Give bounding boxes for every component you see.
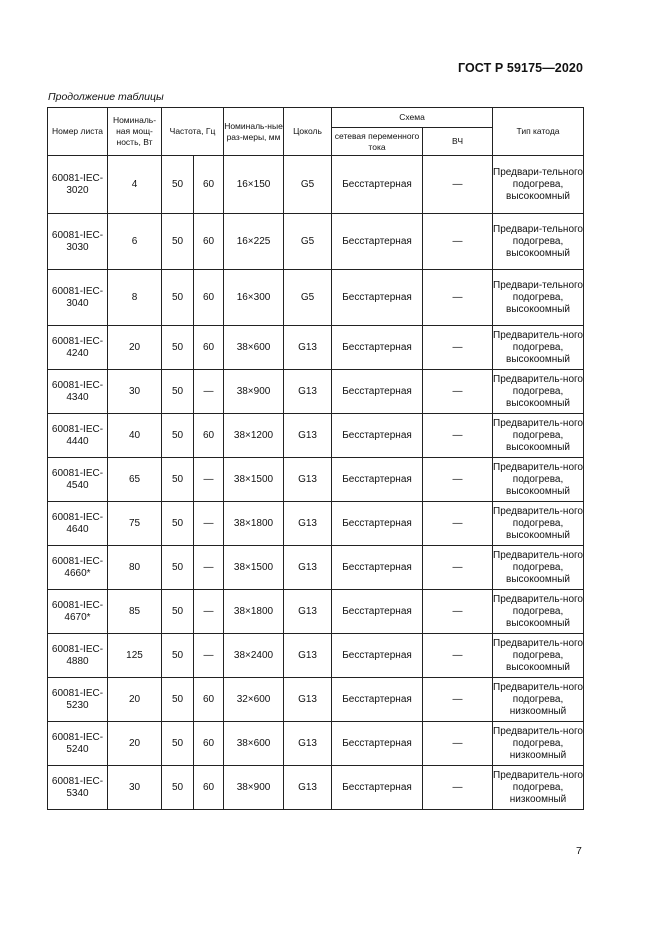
power-cell: 125 (108, 634, 162, 678)
freq-50-cell: 50 (162, 156, 194, 214)
cathode-cell: Предвари-тельного подогрева, высокоомный (493, 156, 584, 214)
cathode-cell: Предваритель-ного подогрева, высокоомный (493, 370, 584, 414)
base-cell: G5 (284, 214, 332, 270)
freq-50-cell: 50 (162, 414, 194, 458)
scheme-hf-cell: — (423, 634, 493, 678)
dims-cell: 16×150 (224, 156, 284, 214)
header-scheme: Схема (332, 108, 493, 128)
scheme-hf-cell: — (423, 326, 493, 370)
freq-60-cell: 60 (194, 156, 224, 214)
freq-60-cell: 60 (194, 326, 224, 370)
table-row (48, 546, 584, 590)
sheet-cell: 60081-IEC-4440 (48, 414, 108, 458)
sheet-cell: 60081-IEC-4240 (48, 326, 108, 370)
lamp-table (47, 107, 584, 810)
freq-60-cell: — (194, 634, 224, 678)
sheet-cell: 60081-IEC-4660* (48, 546, 108, 590)
base-cell: G13 (284, 766, 332, 810)
freq-60-cell: 60 (194, 270, 224, 326)
power-cell: 30 (108, 370, 162, 414)
scheme-hf-cell: — (423, 270, 493, 326)
sheet-cell: 60081-IEC-4540 (48, 458, 108, 502)
sheet-cell: 60081-IEC-4340 (48, 370, 108, 414)
header-scheme-hf: ВЧ (423, 128, 493, 156)
table-row (48, 214, 584, 270)
sheet-cell: 60081-IEC-5340 (48, 766, 108, 810)
scheme-hf-cell: — (423, 156, 493, 214)
freq-50-cell: 50 (162, 214, 194, 270)
power-cell: 85 (108, 590, 162, 634)
table-caption: Продолжение таблицы (48, 91, 164, 103)
scheme-ac-cell: Бесстартерная (332, 678, 423, 722)
freq-50-cell: 50 (162, 678, 194, 722)
freq-60-cell: — (194, 502, 224, 546)
header-base: Цоколь (284, 108, 332, 156)
table-row (48, 156, 584, 214)
header-scheme-ac: сетевая переменного тока (332, 128, 423, 156)
scheme-ac-cell: Бесстартерная (332, 766, 423, 810)
cathode-cell: Предваритель-ного подогрева, высокоомный (493, 326, 584, 370)
freq-50-cell: 50 (162, 546, 194, 590)
base-cell: G13 (284, 414, 332, 458)
power-cell: 65 (108, 458, 162, 502)
sheet-cell: 60081-IEC-4880 (48, 634, 108, 678)
base-cell: G13 (284, 722, 332, 766)
table-row (48, 678, 584, 722)
cathode-cell: Предваритель-ного подогрева, высокоомный (493, 458, 584, 502)
table-row (48, 502, 584, 546)
base-cell: G13 (284, 502, 332, 546)
table-row (48, 722, 584, 766)
cathode-cell: Предваритель-ного подогрева, низкоомный (493, 766, 584, 810)
dims-cell: 38×600 (224, 722, 284, 766)
table-row (48, 326, 584, 370)
scheme-ac-cell: Бесстартерная (332, 546, 423, 590)
dims-cell: 38×1500 (224, 546, 284, 590)
freq-60-cell: — (194, 590, 224, 634)
power-cell: 8 (108, 270, 162, 326)
base-cell: G13 (284, 546, 332, 590)
cathode-cell: Предвари-тельного подогрева, высокоомный (493, 270, 584, 326)
freq-50-cell: 50 (162, 326, 194, 370)
dims-cell: 38×1800 (224, 502, 284, 546)
table-row (48, 414, 584, 458)
power-cell: 75 (108, 502, 162, 546)
sheet-cell: 60081-IEC-5230 (48, 678, 108, 722)
scheme-hf-cell: — (423, 590, 493, 634)
dims-cell: 38×1800 (224, 590, 284, 634)
cathode-cell: Предвари-тельного подогрева, высокоомный (493, 214, 584, 270)
dims-cell: 38×2400 (224, 634, 284, 678)
base-cell: G13 (284, 634, 332, 678)
power-cell: 20 (108, 678, 162, 722)
power-cell: 80 (108, 546, 162, 590)
scheme-ac-cell: Бесстартерная (332, 214, 423, 270)
scheme-ac-cell: Бесстартерная (332, 156, 423, 214)
base-cell: G5 (284, 270, 332, 326)
freq-50-cell: 50 (162, 458, 194, 502)
dims-cell: 32×600 (224, 678, 284, 722)
freq-60-cell: — (194, 370, 224, 414)
page-number: 7 (576, 845, 582, 857)
scheme-hf-cell: — (423, 214, 493, 270)
freq-50-cell: 50 (162, 634, 194, 678)
sheet-cell: 60081-IEC-3040 (48, 270, 108, 326)
scheme-ac-cell: Бесстартерная (332, 326, 423, 370)
cathode-cell: Предваритель-ного подогрева, высокоомный (493, 414, 584, 458)
dims-cell: 16×300 (224, 270, 284, 326)
sheet-cell: 60081-IEC-5240 (48, 722, 108, 766)
freq-50-cell: 50 (162, 722, 194, 766)
cathode-cell: Предваритель-ного подогрева, высокоомный (493, 590, 584, 634)
freq-60-cell: 60 (194, 678, 224, 722)
freq-60-cell: 60 (194, 722, 224, 766)
freq-60-cell: 60 (194, 414, 224, 458)
freq-50-cell: 50 (162, 370, 194, 414)
header-cathode: Тип катода (493, 108, 584, 156)
sheet-cell: 60081-IEC-4640 (48, 502, 108, 546)
table-row (48, 590, 584, 634)
base-cell: G13 (284, 678, 332, 722)
dims-cell: 38×1200 (224, 414, 284, 458)
power-cell: 40 (108, 414, 162, 458)
scheme-hf-cell: — (423, 502, 493, 546)
scheme-hf-cell: — (423, 414, 493, 458)
scheme-ac-cell: Бесстартерная (332, 414, 423, 458)
header-frequency: Частота, Гц (162, 108, 224, 156)
cathode-cell: Предваритель-ного подогрева, высокоомный (493, 634, 584, 678)
table-row (48, 458, 584, 502)
cathode-cell: Предваритель-ного подогрева, низкоомный (493, 678, 584, 722)
scheme-ac-cell: Бесстартерная (332, 502, 423, 546)
base-cell: G13 (284, 458, 332, 502)
header-dimensions: Номиналь-ные раз-меры, мм (224, 108, 284, 156)
freq-60-cell: 60 (194, 214, 224, 270)
scheme-hf-cell: — (423, 546, 493, 590)
scheme-ac-cell: Бесстартерная (332, 590, 423, 634)
base-cell: G13 (284, 370, 332, 414)
power-cell: 6 (108, 214, 162, 270)
scheme-hf-cell: — (423, 370, 493, 414)
dims-cell: 38×900 (224, 766, 284, 810)
document-title: ГОСТ Р 59175—2020 (457, 61, 583, 75)
table-row (48, 634, 584, 678)
base-cell: G5 (284, 156, 332, 214)
table-row (48, 270, 584, 326)
scheme-ac-cell: Бесстартерная (332, 270, 423, 326)
sheet-cell: 60081-IEC-4670* (48, 590, 108, 634)
header-sheet: Номер листа (48, 108, 108, 156)
power-cell: 4 (108, 156, 162, 214)
sheet-cell: 60081-IEC-3020 (48, 156, 108, 214)
freq-60-cell: — (194, 546, 224, 590)
table-row (48, 766, 584, 810)
freq-50-cell: 50 (162, 766, 194, 810)
scheme-ac-cell: Бесстартерная (332, 722, 423, 766)
cathode-cell: Предваритель-ного подогрева, низкоомный (493, 722, 584, 766)
dims-cell: 38×1500 (224, 458, 284, 502)
base-cell: G13 (284, 326, 332, 370)
sheet-cell: 60081-IEC-3030 (48, 214, 108, 270)
table-row (48, 370, 584, 414)
scheme-ac-cell: Бесстартерная (332, 370, 423, 414)
dims-cell: 38×900 (224, 370, 284, 414)
power-cell: 20 (108, 326, 162, 370)
scheme-hf-cell: — (423, 722, 493, 766)
cathode-cell: Предваритель-ного подогрева, высокоомный (493, 546, 584, 590)
freq-60-cell: — (194, 458, 224, 502)
power-cell: 20 (108, 722, 162, 766)
freq-50-cell: 50 (162, 590, 194, 634)
scheme-hf-cell: — (423, 766, 493, 810)
scheme-hf-cell: — (423, 678, 493, 722)
freq-50-cell: 50 (162, 502, 194, 546)
dims-cell: 16×225 (224, 214, 284, 270)
scheme-ac-cell: Бесстартерная (332, 634, 423, 678)
header-power: Номиналь-ная мощ-ность, Вт (108, 108, 162, 156)
scheme-ac-cell: Бесстартерная (332, 458, 423, 502)
freq-60-cell: 60 (194, 766, 224, 810)
base-cell: G13 (284, 590, 332, 634)
freq-50-cell: 50 (162, 270, 194, 326)
dims-cell: 38×600 (224, 326, 284, 370)
power-cell: 30 (108, 766, 162, 810)
cathode-cell: Предваритель-ного подогрева, высокоомный (493, 502, 584, 546)
scheme-hf-cell: — (423, 458, 493, 502)
